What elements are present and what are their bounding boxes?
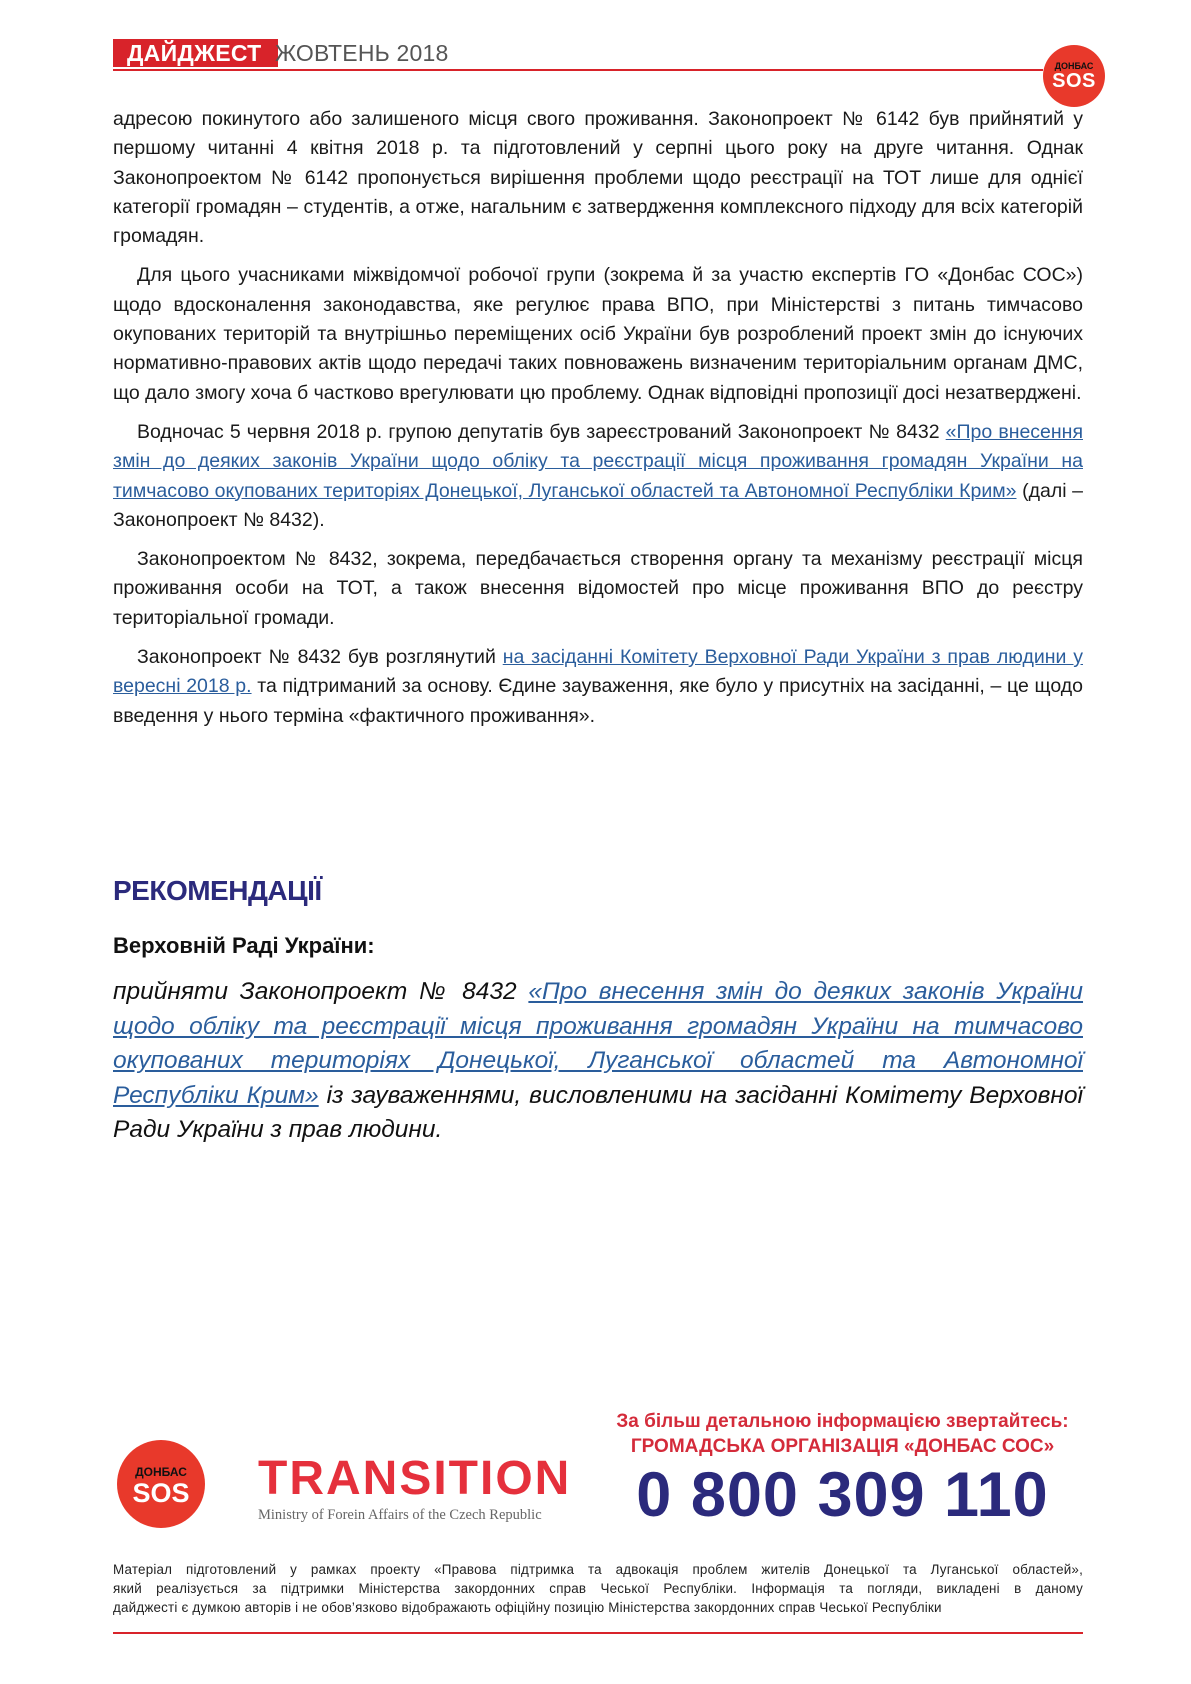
donbas-sos-footer-logo [117,1440,205,1528]
disclaimer-line: який реалізується за підтримки Міністерства закордонних справ Чеської Республіки. Інформація та погляди, викладені в даному [113,1581,1083,1596]
recommendation-bill-link[interactable]: «Про внесення змін до деяких законів України щодо обліку та реєстрації місця проживання громадян України на тимчасово окупованих територіях Донецької, Луганської областей та Автономної Республіки Крим» [113,978,1084,1109]
recommendation-text [113,975,1083,1148]
paragraph-2: Для цього учасниками міжвідомчої робочої групи (зокрема й за участю експертів ГО «Донбас СОС») щодо вдосконалення законодавства, яке регулює права ВПО, при Міністерстві з питань тимчасово окупованих територій та внутрішньо переміщених осіб України був розроблений проект змін до існуючих нормативно-правових актів щодо передачі таких повноважень визначеним територіальним органам ДМС, що дало змогу хоча б частково врегулювати цю проблему. Однак відповідні пропозиції досі незатверджені. [113,264,1083,404]
transition-subtitle: Ministry of Forein Affairs of the Czech Republic [258,1507,542,1523]
recommendation-intro: прийняти Законопроект № 8432 [113,978,529,1005]
logo-line1: ДОНБАС [1054,61,1094,71]
disclaimer-line: Матеріал підготовлений у рамках проекту «Правова підтримка та адвокація проблем жителів Донецької та Луганської областей», [113,1562,1083,1577]
article-body [113,105,1083,741]
section-label: ДАЙДЖЕСТ [113,39,278,67]
transition-name: TRANSITION [258,1452,572,1505]
paragraph-3-tail: (далі – Законопроект № 8432). [113,479,1084,531]
paragraph-5 [113,643,1083,731]
hotline-phone[interactable]: 0 800 309 110 [636,1460,1049,1530]
contact-block [600,1410,1085,1530]
paragraph-4: Законопроектом № 8432, зокрема, передбачається створення органу та механізму реєстрації місця проживання особи на ТОТ, а також внесення відомостей про місце проживання ВПО до реєстру територіальної громади. [113,548,1083,629]
issue-date: ЖОВТЕНЬ 2018 [275,40,449,66]
page-header [113,39,1043,67]
donbas-sos-logo [1043,45,1105,107]
footer-logo-line1: ДОНБАС [135,1465,187,1479]
footer-logo-line2: SOS [132,1478,190,1508]
header-divider [113,69,1043,71]
committee-meeting-link[interactable]: на засіданні Комітету Верховної Ради України з прав людини у вересні 2018 р. [113,646,1083,698]
paragraph-3 [113,418,1083,535]
contact-intro: За більш детальною інформацією звертайтесь: [616,1411,1069,1432]
footer-divider [113,1632,1083,1634]
recommendation-tail: із зауваженнями, висловленими на засіданні Комітету Верховної Ради України з прав людини. [113,1081,1083,1143]
transition-logo [258,1452,572,1524]
logo-line2: SOS [1052,70,1096,92]
disclaimer-line: дайджесті є думкою авторів і не обов’язково відображають офіційну позицію Міністерства закордонних справ Чеської Республіки [113,1600,942,1615]
bill-8432-link[interactable]: «Про внесення змін до деяких законів України щодо обліку та реєстрації місця проживання громадян України на тимчасово окупованих територіях Донецької, Луганської областей та Автономної Республіки Крим» [113,420,1083,502]
recommendations-heading: РЕКОМЕНДАЦІЇ [113,875,322,906]
recommendations-addressee: Верховній Раді України: [113,933,375,958]
contact-organization: ГРОМАДСЬКА ОРГАНІЗАЦІЯ «ДОНБАС СОС» [630,1436,1055,1457]
paragraph-3-text: Водночас 5 червня 2018 р. групою депутатів був зареєстрований Законопроект № 8432 [137,420,946,443]
disclaimer [113,1560,1083,1617]
paragraph-5-text: Законопроект № 8432 був розглянутий [137,646,503,669]
paragraph-1: адресою покинутого або залишеного місця свого проживання. Законопроект № 6142 був прийнятий у першому читанні 4 квітня 2018 р. та підготовлений у серпні цього року на друге читання. Однак Законопроектом № 6142 пропонується вирішення проблеми щодо реєстрації на ТОТ лише для однієї категорії громадян – студентів, а отже, нагальним є затвердження комплексного підходу для всіх категорій громадян. [113,108,1083,248]
paragraph-5-tail: та підтриманий за основу. Єдине зауваження, яке було у присутніх на засіданні, – це щодо введення у нього терміна «фактичного проживання». [113,675,1083,727]
